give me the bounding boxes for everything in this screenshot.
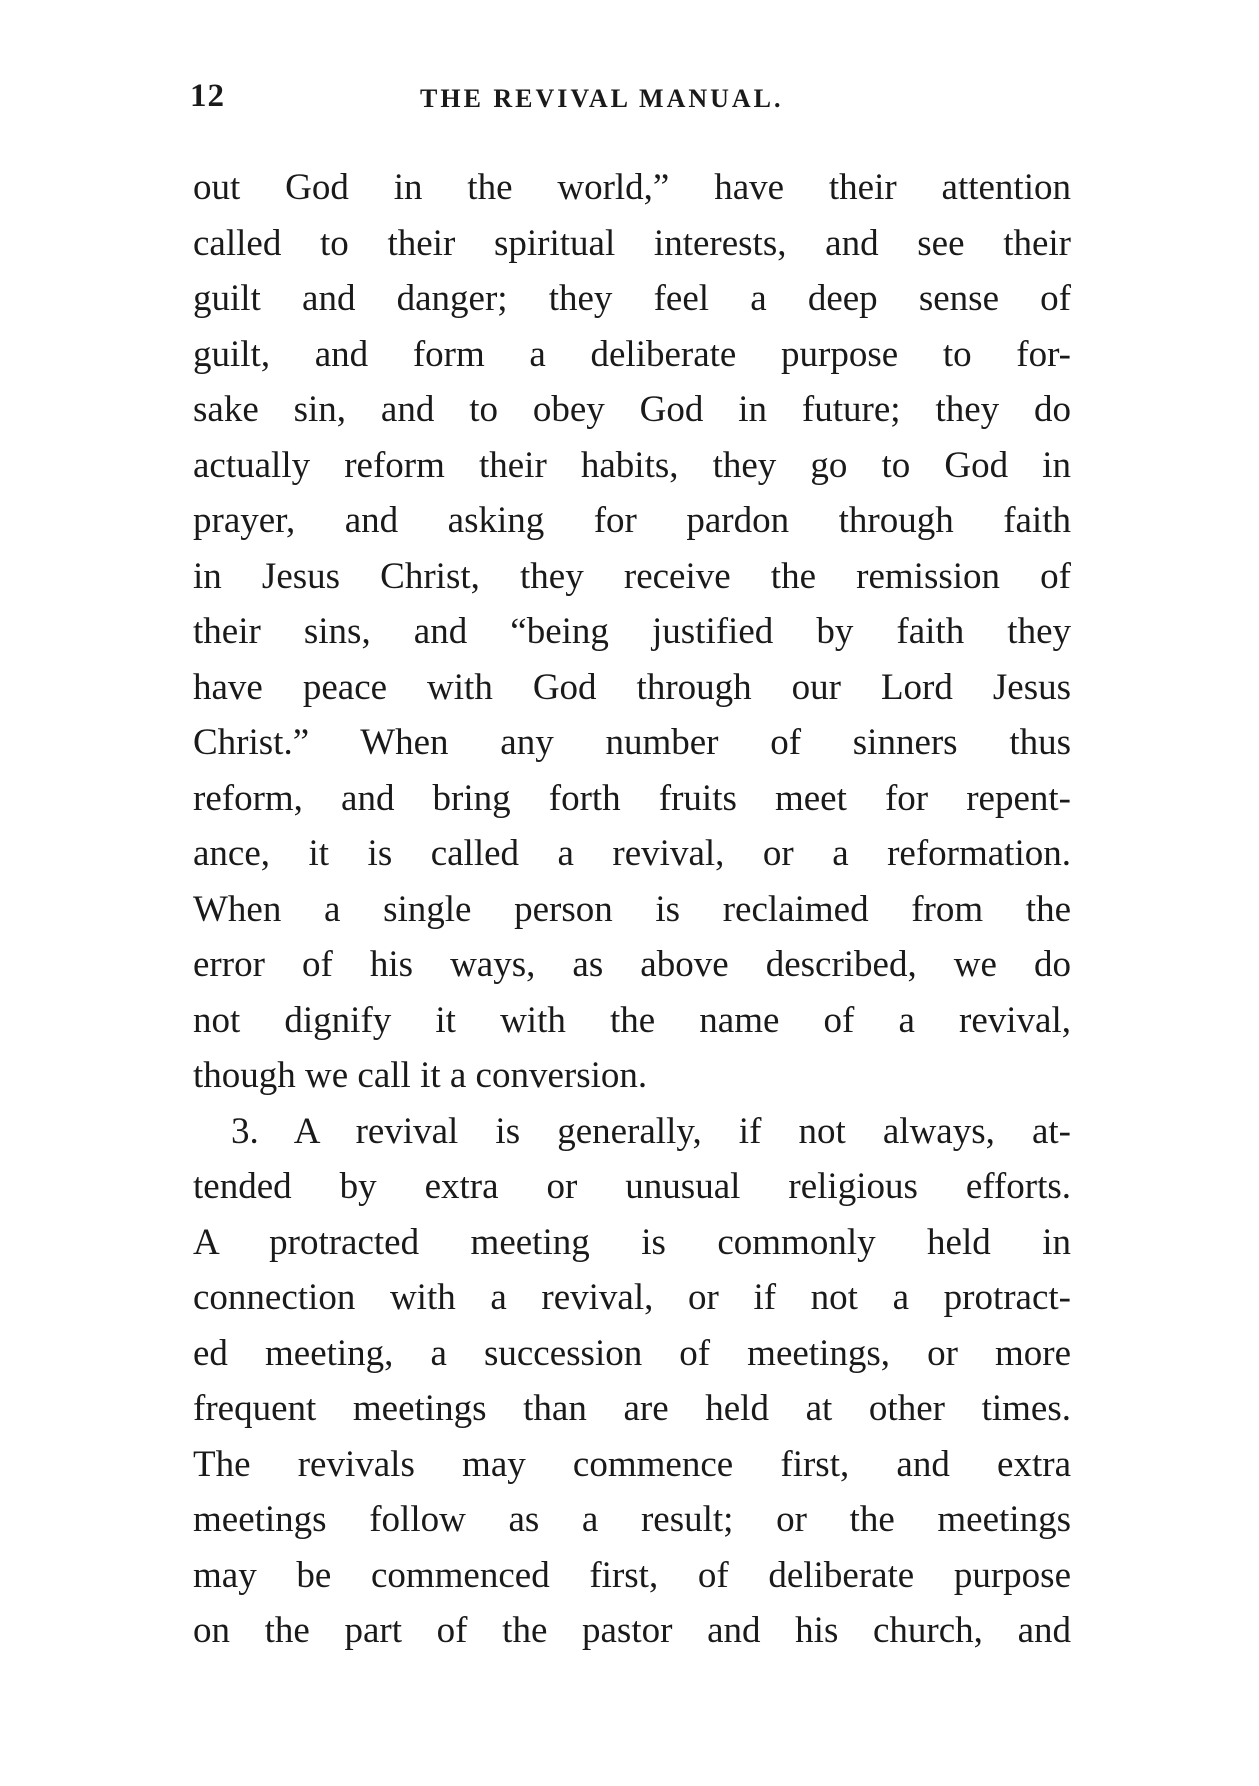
- text-line: A protracted meeting is commonly held in: [193, 1221, 1071, 1263]
- text-line: frequent meetings than are held at other times.: [193, 1388, 1071, 1429]
- text-line: sake sin, and to obey God in future; they do: [193, 389, 1071, 430]
- body-text: [193, 160, 1071, 1659]
- text-line: The revivals may commence first, and extra: [193, 1443, 1071, 1485]
- text-line: on the part of the pastor and his church, and: [193, 1610, 1071, 1651]
- text-line: may be commenced first, of deliberate purpose: [193, 1554, 1071, 1596]
- page-number: 12: [190, 78, 225, 114]
- text-line: have peace with God through our Lord Jesus: [193, 666, 1071, 708]
- text-line: meetings follow as a result; or the meetings: [193, 1499, 1071, 1540]
- text-line: not dignify it with the name of a revival,: [193, 999, 1071, 1041]
- text-line: guilt and danger; they feel a deep sense of: [193, 278, 1071, 319]
- running-title: THE REVIVAL MANUAL.: [420, 84, 784, 113]
- text-line: out God in the world,” have their attention: [193, 167, 1071, 208]
- text-line: Christ.” When any number of sinners thus: [193, 722, 1071, 763]
- paragraph-start-line: 3. A revival is generally, if not always, at-: [231, 1110, 1071, 1152]
- text-line: When a single person is reclaimed from the: [193, 888, 1071, 930]
- text-line: reform, and bring forth fruits meet for repent-: [193, 777, 1071, 819]
- text-line: in Jesus Christ, they receive the remission of: [193, 555, 1071, 597]
- text-line: prayer, and asking for pardon through faith: [193, 500, 1071, 541]
- running-head: [190, 78, 1070, 118]
- text-line: tended by extra or unusual religious efforts.: [193, 1166, 1071, 1207]
- text-line: error of his ways, as above described, we do: [193, 944, 1071, 985]
- text-line: ed meeting, a succession of meetings, or more: [193, 1332, 1071, 1374]
- text-line: though we call it a conversion.: [193, 1055, 648, 1096]
- text-line: actually reform their habits, they go to God in: [193, 444, 1071, 486]
- text-line: ance, it is called a revival, or a reformation.: [193, 833, 1071, 874]
- text-line: their sins, and “being justified by faith they: [193, 611, 1071, 652]
- text-line: guilt, and form a deliberate purpose to for-: [193, 333, 1071, 375]
- text-line: connection with a revival, or if not a protract-: [193, 1277, 1071, 1318]
- text-line: called to their spiritual interests, and see their: [193, 222, 1071, 264]
